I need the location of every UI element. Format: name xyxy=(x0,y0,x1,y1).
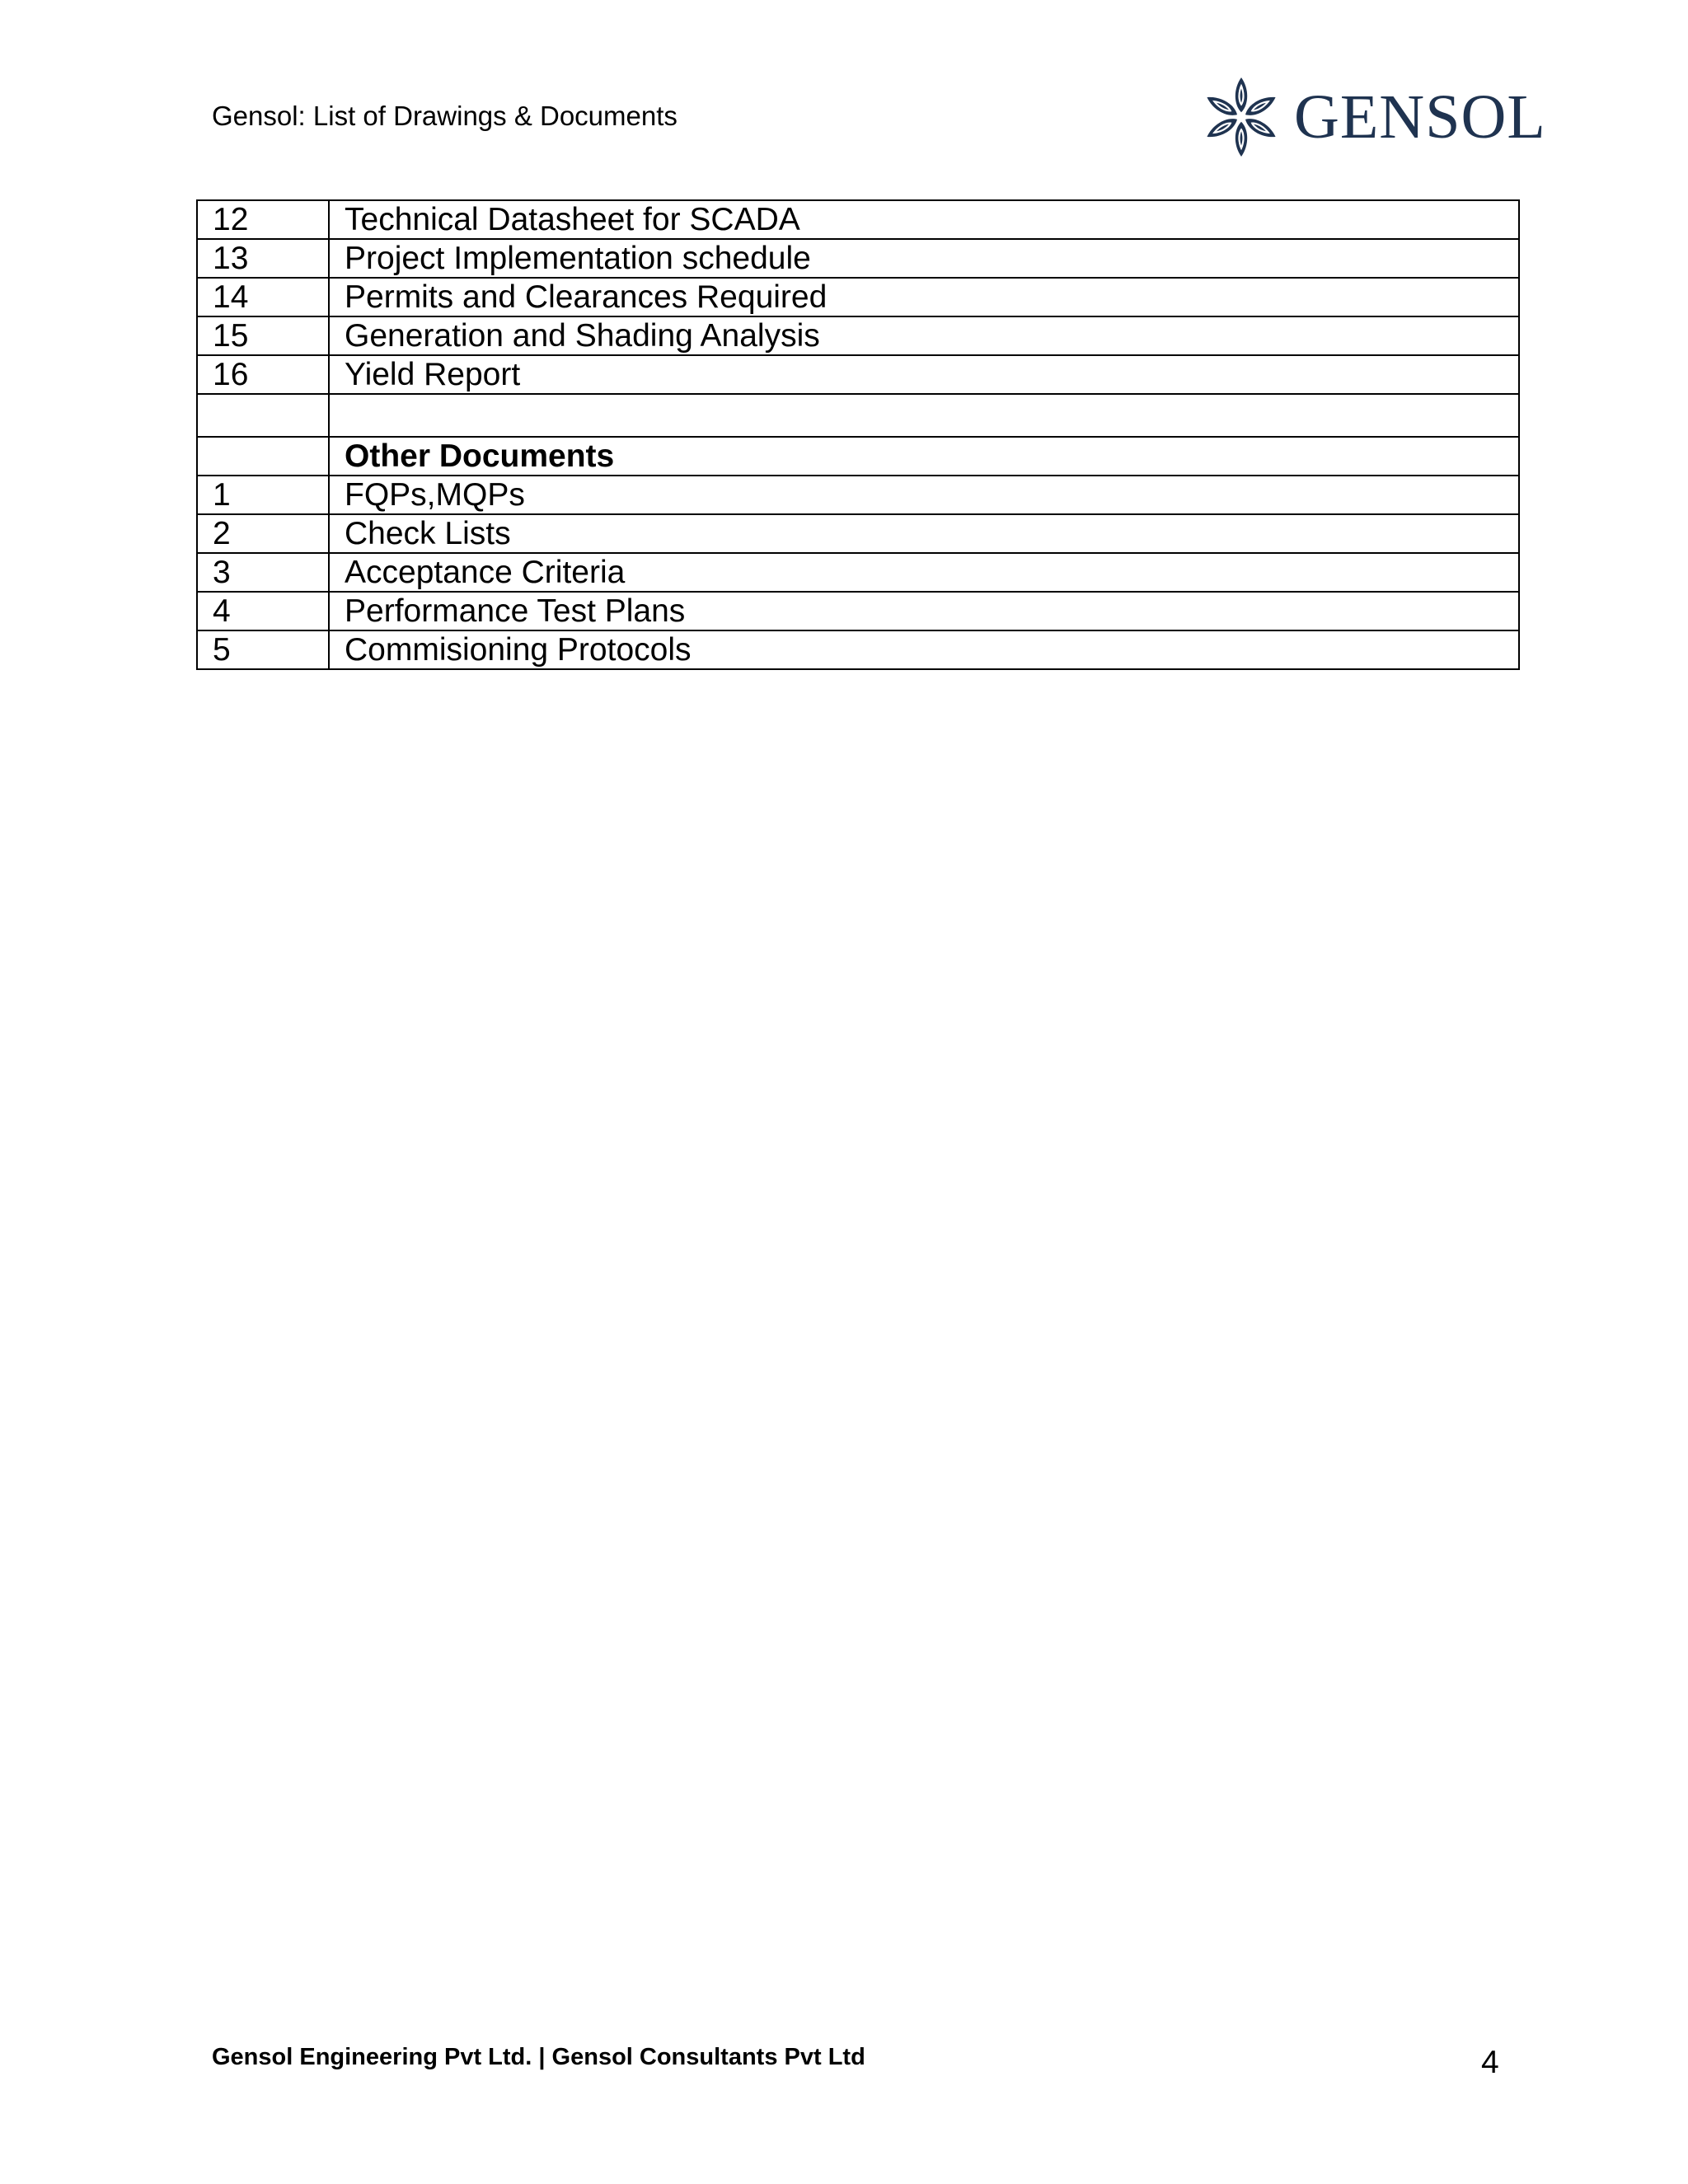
row-description: Permits and Clearances Required xyxy=(329,278,1519,316)
page-footer-company: Gensol Engineering Pvt Ltd. | Gensol Consultants Pvt Ltd xyxy=(212,2044,865,2070)
table-row xyxy=(197,553,1519,592)
row-description: Commisioning Protocols xyxy=(329,630,1519,669)
row-number: 2 xyxy=(197,514,329,553)
page-header-title: Gensol: List of Drawings & Documents xyxy=(212,101,678,131)
row-description: Performance Test Plans xyxy=(329,592,1519,630)
table-row xyxy=(197,239,1519,278)
logo-wordmark: GENSOL xyxy=(1294,82,1546,152)
row-number: 3 xyxy=(197,553,329,592)
table-row-blank xyxy=(197,394,1519,437)
row-number: 1 xyxy=(197,476,329,514)
row-description: Acceptance Criteria xyxy=(329,553,1519,592)
row-number: 4 xyxy=(197,592,329,630)
row-number: 5 xyxy=(197,630,329,669)
table-row xyxy=(197,278,1519,316)
company-logo xyxy=(1202,71,1546,163)
table-row xyxy=(197,316,1519,355)
table-row xyxy=(197,476,1519,514)
row-description: Check Lists xyxy=(329,514,1519,553)
row-description: FQPs,MQPs xyxy=(329,476,1519,514)
row-number: 14 xyxy=(197,278,329,316)
row-number: 12 xyxy=(197,200,329,239)
row-description: Technical Datasheet for SCADA xyxy=(329,200,1519,239)
row-number xyxy=(197,394,329,437)
page-number: 4 xyxy=(1481,2045,1499,2080)
section-heading: Other Documents xyxy=(329,437,1519,476)
table-row xyxy=(197,200,1519,239)
row-number: 15 xyxy=(197,316,329,355)
row-description xyxy=(329,394,1519,437)
row-description: Generation and Shading Analysis xyxy=(329,316,1519,355)
documents-table xyxy=(196,199,1520,670)
table-section-heading-row xyxy=(197,437,1519,476)
row-number xyxy=(197,437,329,476)
row-number: 16 xyxy=(197,355,329,394)
table-row xyxy=(197,355,1519,394)
table-row xyxy=(197,514,1519,553)
gensol-flower-logo-icon xyxy=(1202,73,1281,162)
row-description: Project Implementation schedule xyxy=(329,239,1519,278)
row-description: Yield Report xyxy=(329,355,1519,394)
table-row xyxy=(197,630,1519,669)
row-number: 13 xyxy=(197,239,329,278)
table-row xyxy=(197,592,1519,630)
